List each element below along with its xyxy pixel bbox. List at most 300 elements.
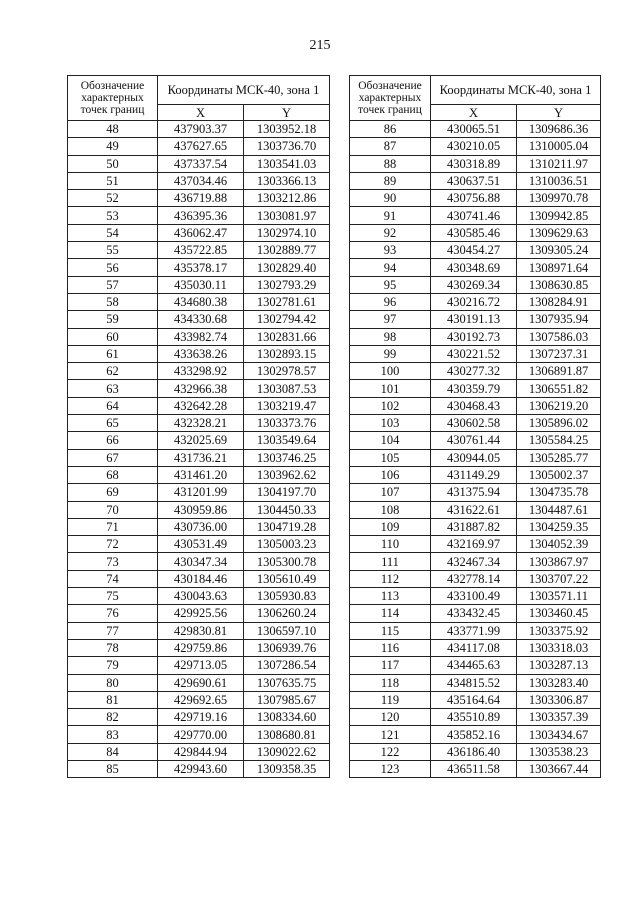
y-coordinate-cell: 1309629.63 xyxy=(517,224,601,241)
y-coordinate-cell: 1308630.85 xyxy=(517,276,601,293)
x-coordinate-cell: 429844.94 xyxy=(158,743,244,760)
x-coordinate-cell: 432328.21 xyxy=(158,415,244,432)
y-coordinate-cell: 1302974.10 xyxy=(244,224,330,241)
table-row xyxy=(68,605,330,622)
point-number-cell: 97 xyxy=(350,311,431,328)
x-coordinate-cell: 430210.05 xyxy=(431,138,517,155)
y-coordinate-cell: 1306551.82 xyxy=(517,380,601,397)
y-coordinate-cell: 1305002.37 xyxy=(517,466,601,483)
x-coordinate-cell: 432642.28 xyxy=(158,397,244,414)
x-coordinate-cell: 432169.97 xyxy=(431,536,517,553)
y-coordinate-cell: 1304052.39 xyxy=(517,536,601,553)
x-coordinate-cell: 437627.65 xyxy=(158,138,244,155)
y-coordinate-cell: 1308284.91 xyxy=(517,293,601,310)
y-coordinate-cell: 1305584.25 xyxy=(517,432,601,449)
x-coordinate-cell: 430756.88 xyxy=(431,190,517,207)
point-number-cell: 74 xyxy=(68,570,158,587)
y-coordinate-cell: 1307935.94 xyxy=(517,311,601,328)
table-row xyxy=(350,536,601,553)
table-row xyxy=(350,363,601,380)
x-coordinate-cell: 435510.89 xyxy=(431,709,517,726)
point-number-cell: 69 xyxy=(68,484,158,501)
point-number-cell: 115 xyxy=(350,622,431,639)
x-coordinate-cell: 430269.34 xyxy=(431,276,517,293)
point-number-cell: 93 xyxy=(350,242,431,259)
point-number-cell: 98 xyxy=(350,328,431,345)
point-number-cell: 119 xyxy=(350,691,431,708)
table-row xyxy=(350,293,601,310)
y-coordinate-cell: 1308680.81 xyxy=(244,726,330,743)
y-coordinate-cell: 1307237.31 xyxy=(517,345,601,362)
point-number-cell: 88 xyxy=(350,155,431,172)
y-coordinate-cell: 1303460.45 xyxy=(517,605,601,622)
table-row xyxy=(350,743,601,760)
table-row xyxy=(68,588,330,605)
table-row xyxy=(68,190,330,207)
y-coordinate-cell: 1308334.60 xyxy=(244,709,330,726)
x-coordinate-cell: 436719.88 xyxy=(158,190,244,207)
y-coordinate-cell: 1303375.92 xyxy=(517,622,601,639)
point-number-cell: 100 xyxy=(350,363,431,380)
y-coordinate-cell: 1307286.54 xyxy=(244,657,330,674)
point-number-cell: 120 xyxy=(350,709,431,726)
point-number-cell: 76 xyxy=(68,605,158,622)
x-coordinate-cell: 436395.36 xyxy=(158,207,244,224)
table-row xyxy=(68,466,330,483)
x-coordinate-cell: 429713.05 xyxy=(158,657,244,674)
y-coordinate-cell: 1310036.51 xyxy=(517,172,601,189)
y-coordinate-cell: 1303867.97 xyxy=(517,553,601,570)
table-row xyxy=(68,691,330,708)
x-coordinate-cell: 431736.21 xyxy=(158,449,244,466)
coordinates-table-right xyxy=(349,75,601,778)
point-number-cell: 101 xyxy=(350,380,431,397)
table-row xyxy=(68,501,330,518)
y-coordinate-cell: 1309305.24 xyxy=(517,242,601,259)
table-row xyxy=(350,709,601,726)
point-number-cell: 67 xyxy=(68,449,158,466)
table-row xyxy=(68,639,330,656)
x-coordinate-cell: 429690.61 xyxy=(158,674,244,691)
x-coordinate-cell: 435030.11 xyxy=(158,276,244,293)
point-number-cell: 48 xyxy=(68,121,158,138)
x-coordinate-cell: 431461.20 xyxy=(158,466,244,483)
x-coordinate-cell: 432778.14 xyxy=(431,570,517,587)
x-coordinate-cell: 430347.34 xyxy=(158,553,244,570)
point-number-cell: 116 xyxy=(350,639,431,656)
table-row xyxy=(68,121,330,138)
point-number-cell: 91 xyxy=(350,207,431,224)
table-row xyxy=(68,138,330,155)
table-row xyxy=(350,674,601,691)
y-coordinate-cell: 1309970.78 xyxy=(517,190,601,207)
point-number-cell: 71 xyxy=(68,518,158,535)
y-coordinate-cell: 1304259.35 xyxy=(517,518,601,535)
table-row xyxy=(350,224,601,241)
point-number-cell: 66 xyxy=(68,432,158,449)
point-number-cell: 94 xyxy=(350,259,431,276)
point-number-cell: 114 xyxy=(350,605,431,622)
table-row xyxy=(68,172,330,189)
x-coordinate-cell: 430736.00 xyxy=(158,518,244,535)
y-coordinate-cell: 1305930.83 xyxy=(244,588,330,605)
table-row xyxy=(350,155,601,172)
y-coordinate-cell: 1305896.02 xyxy=(517,415,601,432)
y-coordinate-cell: 1303287.13 xyxy=(517,657,601,674)
x-coordinate-cell: 433982.74 xyxy=(158,328,244,345)
x-coordinate-cell: 430959.86 xyxy=(158,501,244,518)
table-row xyxy=(68,432,330,449)
point-number-cell: 104 xyxy=(350,432,431,449)
table-row xyxy=(350,311,601,328)
y-coordinate-cell: 1303549.64 xyxy=(244,432,330,449)
x-coordinate-cell: 435378.17 xyxy=(158,259,244,276)
y-coordinate-cell: 1310005.04 xyxy=(517,138,601,155)
point-number-cell: 83 xyxy=(68,726,158,743)
point-number-cell: 52 xyxy=(68,190,158,207)
x-coordinate-cell: 433100.49 xyxy=(431,588,517,605)
point-number-cell: 72 xyxy=(68,536,158,553)
y-coordinate-cell: 1303366.13 xyxy=(244,172,330,189)
y-coordinate-cell: 1309022.62 xyxy=(244,743,330,760)
x-coordinate-cell: 437034.46 xyxy=(158,172,244,189)
table-row xyxy=(68,224,330,241)
table-row xyxy=(350,397,601,414)
x-coordinate-cell: 430531.49 xyxy=(158,536,244,553)
table-row xyxy=(350,484,601,501)
y-coordinate-cell: 1303571.11 xyxy=(517,588,601,605)
header-y: Y xyxy=(517,105,601,121)
point-number-cell: 92 xyxy=(350,224,431,241)
point-number-cell: 65 xyxy=(68,415,158,432)
x-coordinate-cell: 429830.81 xyxy=(158,622,244,639)
table-row xyxy=(68,155,330,172)
y-coordinate-cell: 1310211.97 xyxy=(517,155,601,172)
y-coordinate-cell: 1307586.03 xyxy=(517,328,601,345)
header-x: X xyxy=(431,105,517,121)
x-coordinate-cell: 430192.73 xyxy=(431,328,517,345)
point-number-cell: 75 xyxy=(68,588,158,605)
y-coordinate-cell: 1302978.57 xyxy=(244,363,330,380)
table-row xyxy=(350,415,601,432)
x-coordinate-cell: 434117.08 xyxy=(431,639,517,656)
table-row xyxy=(350,760,601,777)
point-number-cell: 55 xyxy=(68,242,158,259)
point-number-cell: 81 xyxy=(68,691,158,708)
x-coordinate-cell: 430359.79 xyxy=(431,380,517,397)
point-number-cell: 80 xyxy=(68,674,158,691)
point-number-cell: 103 xyxy=(350,415,431,432)
table-row xyxy=(68,743,330,760)
point-number-cell: 95 xyxy=(350,276,431,293)
y-coordinate-cell: 1302794.42 xyxy=(244,311,330,328)
coordinates-table-left xyxy=(67,75,330,778)
page-number: 215 xyxy=(309,38,331,53)
x-coordinate-cell: 435852.16 xyxy=(431,726,517,743)
y-coordinate-cell: 1303667.44 xyxy=(517,760,601,777)
point-number-cell: 54 xyxy=(68,224,158,241)
x-coordinate-cell: 430944.05 xyxy=(431,449,517,466)
x-coordinate-cell: 431201.99 xyxy=(158,484,244,501)
point-number-cell: 56 xyxy=(68,259,158,276)
table-row xyxy=(68,709,330,726)
x-coordinate-cell: 437337.54 xyxy=(158,155,244,172)
x-coordinate-cell: 434330.68 xyxy=(158,311,244,328)
point-number-cell: 105 xyxy=(350,449,431,466)
x-coordinate-cell: 430043.63 xyxy=(158,588,244,605)
point-number-cell: 109 xyxy=(350,518,431,535)
x-coordinate-cell: 431375.94 xyxy=(431,484,517,501)
y-coordinate-cell: 1306260.24 xyxy=(244,605,330,622)
y-coordinate-cell: 1302831.66 xyxy=(244,328,330,345)
x-coordinate-cell: 430468.43 xyxy=(431,397,517,414)
y-coordinate-cell: 1304197.70 xyxy=(244,484,330,501)
table-row xyxy=(350,328,601,345)
y-coordinate-cell: 1304735.78 xyxy=(517,484,601,501)
y-coordinate-cell: 1303318.03 xyxy=(517,639,601,656)
y-coordinate-cell: 1303219.47 xyxy=(244,397,330,414)
point-number-cell: 90 xyxy=(350,190,431,207)
y-coordinate-cell: 1303306.87 xyxy=(517,691,601,708)
table-row xyxy=(350,622,601,639)
y-coordinate-cell: 1303212.86 xyxy=(244,190,330,207)
point-number-cell: 123 xyxy=(350,760,431,777)
table-row xyxy=(350,553,601,570)
x-coordinate-cell: 437903.37 xyxy=(158,121,244,138)
point-number-cell: 60 xyxy=(68,328,158,345)
x-coordinate-cell: 436186.40 xyxy=(431,743,517,760)
table-row xyxy=(68,363,330,380)
point-number-cell: 112 xyxy=(350,570,431,587)
table-row xyxy=(350,276,601,293)
table-row xyxy=(350,172,601,189)
x-coordinate-cell: 431887.82 xyxy=(431,518,517,535)
x-coordinate-cell: 434680.38 xyxy=(158,293,244,310)
x-coordinate-cell: 430761.44 xyxy=(431,432,517,449)
table-row xyxy=(350,657,601,674)
y-coordinate-cell: 1303081.97 xyxy=(244,207,330,224)
table-row xyxy=(350,518,601,535)
x-coordinate-cell: 430065.51 xyxy=(431,121,517,138)
x-coordinate-cell: 430191.13 xyxy=(431,311,517,328)
table-row xyxy=(68,242,330,259)
table-row xyxy=(68,259,330,276)
point-number-cell: 63 xyxy=(68,380,158,397)
y-coordinate-cell: 1303434.67 xyxy=(517,726,601,743)
table-row xyxy=(68,293,330,310)
point-number-cell: 50 xyxy=(68,155,158,172)
table-row xyxy=(350,726,601,743)
x-coordinate-cell: 430454.27 xyxy=(431,242,517,259)
y-coordinate-cell: 1309358.35 xyxy=(244,760,330,777)
point-number-cell: 107 xyxy=(350,484,431,501)
x-coordinate-cell: 429770.00 xyxy=(158,726,244,743)
x-coordinate-cell: 434815.52 xyxy=(431,674,517,691)
point-number-cell: 73 xyxy=(68,553,158,570)
x-coordinate-cell: 429719.16 xyxy=(158,709,244,726)
point-number-cell: 53 xyxy=(68,207,158,224)
table-row xyxy=(350,501,601,518)
table-row xyxy=(68,570,330,587)
header-coordinates: Координаты МСК-40, зона 1 xyxy=(158,76,330,105)
point-number-cell: 64 xyxy=(68,397,158,414)
y-coordinate-cell: 1303952.18 xyxy=(244,121,330,138)
table-row xyxy=(68,345,330,362)
x-coordinate-cell: 433638.26 xyxy=(158,345,244,362)
y-coordinate-cell: 1309686.36 xyxy=(517,121,601,138)
table-row xyxy=(350,345,601,362)
table-row xyxy=(68,449,330,466)
table-row xyxy=(350,242,601,259)
table-row xyxy=(350,207,601,224)
header-y: Y xyxy=(244,105,330,121)
y-coordinate-cell: 1303087.53 xyxy=(244,380,330,397)
x-coordinate-cell: 435164.64 xyxy=(431,691,517,708)
point-number-cell: 86 xyxy=(350,121,431,138)
y-coordinate-cell: 1306939.76 xyxy=(244,639,330,656)
y-coordinate-cell: 1303736.70 xyxy=(244,138,330,155)
table-row xyxy=(350,380,601,397)
point-number-cell: 62 xyxy=(68,363,158,380)
x-coordinate-cell: 430741.46 xyxy=(431,207,517,224)
point-number-cell: 110 xyxy=(350,536,431,553)
table-row xyxy=(68,380,330,397)
point-number-cell: 49 xyxy=(68,138,158,155)
header-point-label: Обозначение характерных точек границ xyxy=(68,76,158,121)
point-number-cell: 87 xyxy=(350,138,431,155)
x-coordinate-cell: 436062.47 xyxy=(158,224,244,241)
y-coordinate-cell: 1303746.25 xyxy=(244,449,330,466)
point-number-cell: 59 xyxy=(68,311,158,328)
table-row xyxy=(350,639,601,656)
point-number-cell: 106 xyxy=(350,466,431,483)
x-coordinate-cell: 430348.69 xyxy=(431,259,517,276)
y-coordinate-cell: 1306219.20 xyxy=(517,397,601,414)
table-row xyxy=(68,674,330,691)
point-number-cell: 118 xyxy=(350,674,431,691)
point-number-cell: 78 xyxy=(68,639,158,656)
x-coordinate-cell: 429943.60 xyxy=(158,760,244,777)
point-number-cell: 51 xyxy=(68,172,158,189)
y-coordinate-cell: 1302781.61 xyxy=(244,293,330,310)
point-number-cell: 117 xyxy=(350,657,431,674)
table-row xyxy=(350,190,601,207)
point-number-cell: 121 xyxy=(350,726,431,743)
x-coordinate-cell: 434465.63 xyxy=(431,657,517,674)
point-number-cell: 113 xyxy=(350,588,431,605)
point-number-cell: 70 xyxy=(68,501,158,518)
y-coordinate-cell: 1303538.23 xyxy=(517,743,601,760)
y-coordinate-cell: 1305285.77 xyxy=(517,449,601,466)
point-number-cell: 58 xyxy=(68,293,158,310)
x-coordinate-cell: 432467.34 xyxy=(431,553,517,570)
table-row xyxy=(68,276,330,293)
table-row xyxy=(68,484,330,501)
x-coordinate-cell: 436511.58 xyxy=(431,760,517,777)
x-coordinate-cell: 432966.38 xyxy=(158,380,244,397)
y-coordinate-cell: 1302793.29 xyxy=(244,276,330,293)
y-coordinate-cell: 1304719.28 xyxy=(244,518,330,535)
x-coordinate-cell: 430318.89 xyxy=(431,155,517,172)
table-row xyxy=(350,449,601,466)
point-number-cell: 68 xyxy=(68,466,158,483)
x-coordinate-cell: 430184.46 xyxy=(158,570,244,587)
y-coordinate-cell: 1306891.87 xyxy=(517,363,601,380)
y-coordinate-cell: 1308971.64 xyxy=(517,259,601,276)
point-number-cell: 108 xyxy=(350,501,431,518)
header-x: X xyxy=(158,105,244,121)
x-coordinate-cell: 433298.92 xyxy=(158,363,244,380)
x-coordinate-cell: 430637.51 xyxy=(431,172,517,189)
point-number-cell: 84 xyxy=(68,743,158,760)
y-coordinate-cell: 1302829.40 xyxy=(244,259,330,276)
point-number-cell: 122 xyxy=(350,743,431,760)
y-coordinate-cell: 1304450.33 xyxy=(244,501,330,518)
x-coordinate-cell: 429759.86 xyxy=(158,639,244,656)
x-coordinate-cell: 430602.58 xyxy=(431,415,517,432)
y-coordinate-cell: 1304487.61 xyxy=(517,501,601,518)
table-row xyxy=(68,622,330,639)
header-point-label: Обозначение характерных точек границ xyxy=(350,76,431,121)
point-number-cell: 57 xyxy=(68,276,158,293)
header-coordinates: Координаты МСК-40, зона 1 xyxy=(431,76,601,105)
x-coordinate-cell: 431149.29 xyxy=(431,466,517,483)
y-coordinate-cell: 1307635.75 xyxy=(244,674,330,691)
table-row xyxy=(350,121,601,138)
table-row xyxy=(350,691,601,708)
y-coordinate-cell: 1303283.40 xyxy=(517,674,601,691)
y-coordinate-cell: 1309942.85 xyxy=(517,207,601,224)
table-row xyxy=(68,311,330,328)
x-coordinate-cell: 433771.99 xyxy=(431,622,517,639)
point-number-cell: 89 xyxy=(350,172,431,189)
point-number-cell: 82 xyxy=(68,709,158,726)
table-row xyxy=(68,328,330,345)
x-coordinate-cell: 435722.85 xyxy=(158,242,244,259)
table-row xyxy=(68,415,330,432)
table-row xyxy=(350,138,601,155)
point-number-cell: 79 xyxy=(68,657,158,674)
y-coordinate-cell: 1306597.10 xyxy=(244,622,330,639)
y-coordinate-cell: 1303541.03 xyxy=(244,155,330,172)
point-number-cell: 111 xyxy=(350,553,431,570)
x-coordinate-cell: 430277.32 xyxy=(431,363,517,380)
y-coordinate-cell: 1303707.22 xyxy=(517,570,601,587)
y-coordinate-cell: 1307985.67 xyxy=(244,691,330,708)
point-number-cell: 99 xyxy=(350,345,431,362)
y-coordinate-cell: 1303373.76 xyxy=(244,415,330,432)
x-coordinate-cell: 432025.69 xyxy=(158,432,244,449)
x-coordinate-cell: 430585.46 xyxy=(431,224,517,241)
table-row xyxy=(350,588,601,605)
table-row xyxy=(68,207,330,224)
y-coordinate-cell: 1302893.15 xyxy=(244,345,330,362)
table-row xyxy=(68,657,330,674)
x-coordinate-cell: 429925.56 xyxy=(158,605,244,622)
y-coordinate-cell: 1303962.62 xyxy=(244,466,330,483)
table-row xyxy=(350,432,601,449)
table-row xyxy=(68,553,330,570)
point-number-cell: 85 xyxy=(68,760,158,777)
x-coordinate-cell: 431622.61 xyxy=(431,501,517,518)
y-coordinate-cell: 1305003.23 xyxy=(244,536,330,553)
table-body-right xyxy=(350,121,601,778)
table-row xyxy=(68,726,330,743)
y-coordinate-cell: 1305300.78 xyxy=(244,553,330,570)
point-number-cell: 61 xyxy=(68,345,158,362)
table-row xyxy=(350,570,601,587)
x-coordinate-cell: 429692.65 xyxy=(158,691,244,708)
